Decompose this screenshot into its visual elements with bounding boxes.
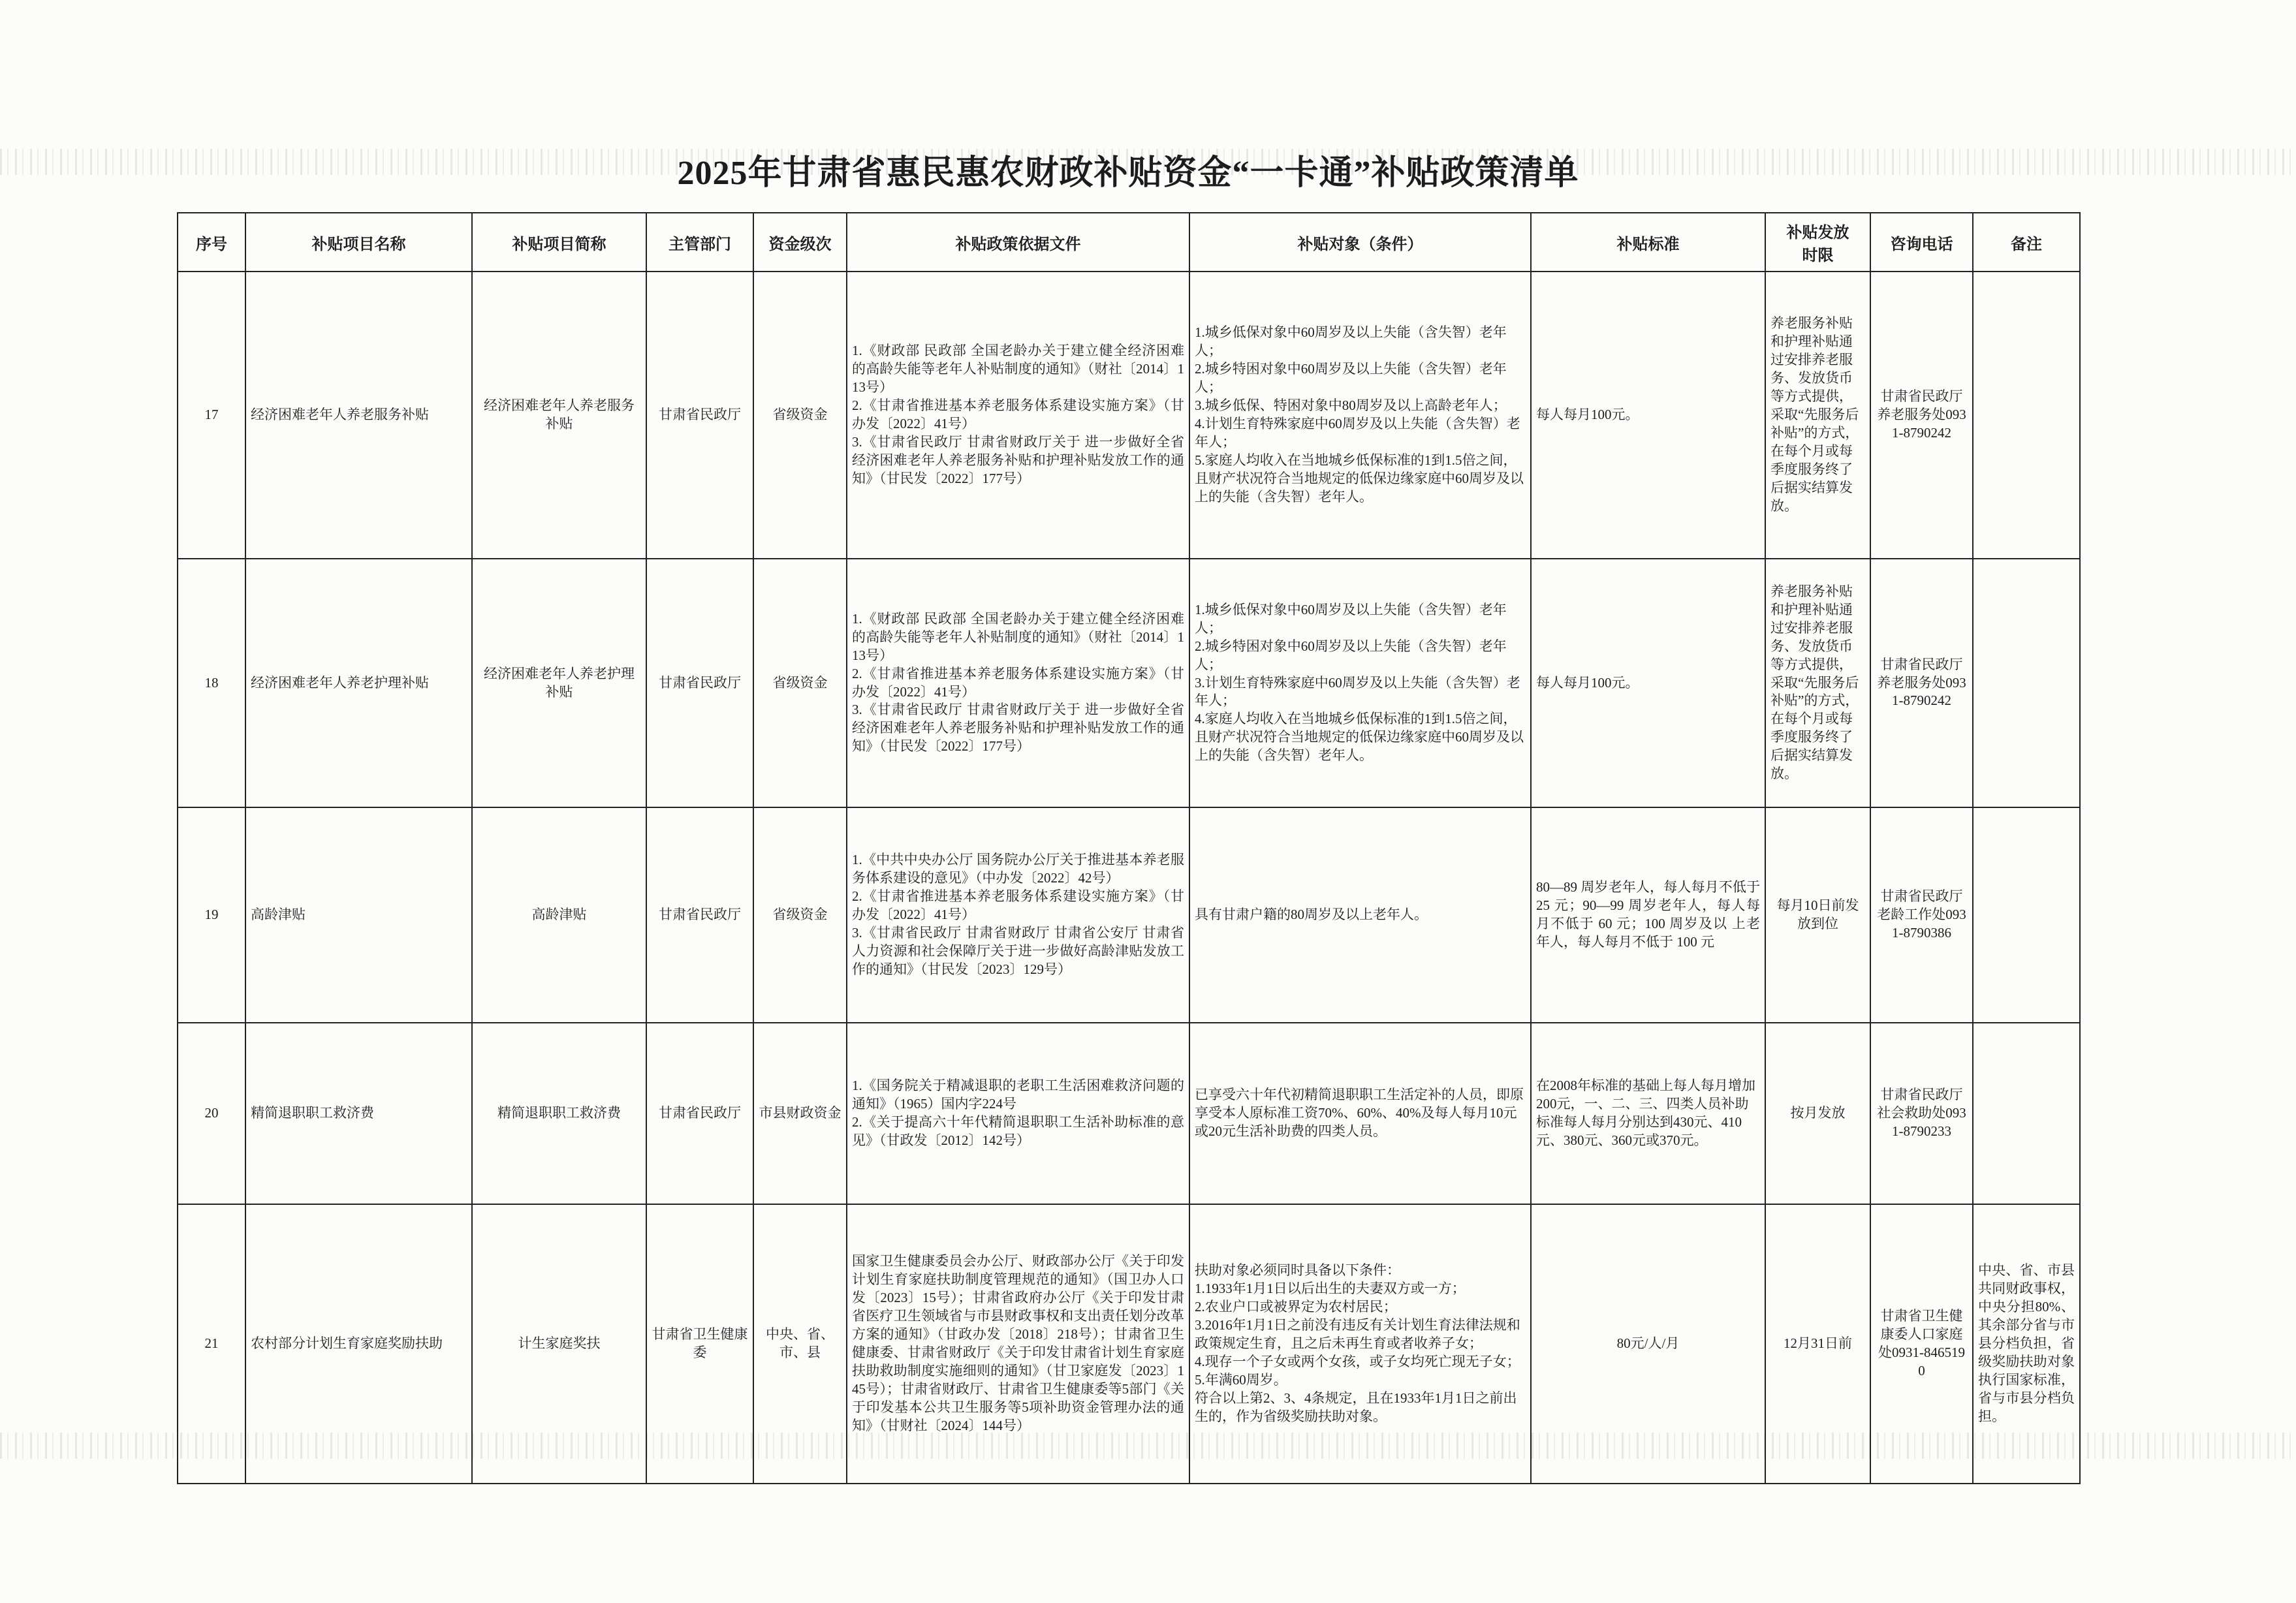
cell-remark bbox=[1973, 807, 2080, 1023]
cell-name: 经济困难老年人养老护理补贴 bbox=[245, 559, 472, 807]
cell-short: 高龄津贴 bbox=[472, 807, 646, 1023]
cell-no: 17 bbox=[178, 272, 245, 559]
cell-remark bbox=[1973, 559, 2080, 807]
cell-dept: 甘肃省卫生健康委 bbox=[646, 1204, 753, 1484]
cell-level: 省级资金 bbox=[753, 807, 847, 1023]
header-name: 补贴项目名称 bbox=[245, 213, 472, 272]
table-row bbox=[178, 272, 2080, 559]
cell-phone: 甘肃省民政厅老龄工作处0931-8790386 bbox=[1870, 807, 1973, 1023]
cell-phone: 甘肃省卫生健康委人口家庭处0931-8465190 bbox=[1870, 1204, 1973, 1484]
cell-target: 具有甘肃户籍的80周岁及以上老年人。 bbox=[1189, 807, 1531, 1023]
cell-basis: 1.《财政部 民政部 全国老龄办关于建立健全经济困难的高龄失能等老年人补贴制度的通知》（财社〔2014〕113号） 2.《甘肃省推进基本养老服务体系建设实施方案》（甘办发〔2022〕41号） 3.《甘肃省民政厅 甘肃省财政厅关于 进一步做好全省经济困难老年人养老服务补贴和护理补贴发放工作的通知》（甘民发〔2022〕177号） bbox=[847, 272, 1189, 559]
header-remark: 备注 bbox=[1973, 213, 2080, 272]
cell-standard: 80—89 周岁老年人，每人每月不低于 25 元；90—99 周岁老年人，每人每月不低于 60 元；100 周岁及以 上老年人，每人每月不低于 100 元 bbox=[1531, 807, 1765, 1023]
cell-short: 计生家庭奖扶 bbox=[472, 1204, 646, 1484]
table-row bbox=[178, 1023, 2080, 1204]
header-no: 序号 bbox=[178, 213, 245, 272]
cell-basis: 国家卫生健康委员会办公厅、财政部办公厅《关于印发计划生育家庭扶助制度管理规范的通知》（国卫办人口发〔2023〕15号）；甘肃省政府办公厅《关于印发甘肃省医疗卫生领域省与市县财政事权和支出责任划分改革方案的通知》（甘政办发〔2018〕218号）；甘肃省卫生健康委、甘肃省财政厅《关于印发甘肃省计划生育家庭扶助救助制度实施细则的通知》（甘卫家庭发〔2023〕145号）；甘肃省财政厅、甘肃省卫生健康委等5部门《关于印发基本公共卫生服务等5项补助资金管理办法的通知》（甘财社〔2024〕144号） bbox=[847, 1204, 1189, 1484]
cell-short: 经济困难老年人养老服务补贴 bbox=[472, 272, 646, 559]
cell-target: 1.城乡低保对象中60周岁及以上失能（含失智）老年人； 2.城乡特困对象中60周岁及以上失能（含失智）老年人； 3.城乡低保、特困对象中80周岁及以上高龄老年人； 4.计划生育特殊家庭中60周岁及以上失能（含失智）老年人； 5.家庭人均收入在当地城乡低保标准的1到1.5倍之间，且财产状况符合当地规定的低保边缘家庭中60周岁及以上的失能（含失智）老年人。 bbox=[1189, 272, 1531, 559]
cell-short: 精简退职职工救济费 bbox=[472, 1023, 646, 1204]
cell-short: 经济困难老年人养老护理补贴 bbox=[472, 559, 646, 807]
header-dept: 主管部门 bbox=[646, 213, 753, 272]
cell-name: 农村部分计划生育家庭奖励扶助 bbox=[245, 1204, 472, 1484]
cell-level: 省级资金 bbox=[753, 272, 847, 559]
cell-remark: 中央、省、市县共同财政事权，中央分担80%、其余部分省与市县分档负担，省级奖励扶助对象执行国家标准，省与市县分档负担。 bbox=[1973, 1204, 2080, 1484]
cell-no: 20 bbox=[178, 1023, 245, 1204]
cell-name: 精简退职职工救济费 bbox=[245, 1023, 472, 1204]
cell-no: 19 bbox=[178, 807, 245, 1023]
cell-no: 21 bbox=[178, 1204, 245, 1484]
cell-timing: 12月31日前 bbox=[1765, 1204, 1870, 1484]
cell-dept: 甘肃省民政厅 bbox=[646, 272, 753, 559]
cell-timing: 每月10日前发放到位 bbox=[1765, 807, 1870, 1023]
cell-dept: 甘肃省民政厅 bbox=[646, 807, 753, 1023]
cell-dept: 甘肃省民政厅 bbox=[646, 1023, 753, 1204]
cell-standard: 80元/人/月 bbox=[1531, 1204, 1765, 1484]
cell-phone: 甘肃省民政厅养老服务处0931-8790242 bbox=[1870, 272, 1973, 559]
cell-remark bbox=[1973, 272, 2080, 559]
cell-remark bbox=[1973, 1023, 2080, 1204]
table-row bbox=[178, 559, 2080, 807]
cell-target: 已享受六十年代初精简退职职工生活定补的人员，即原享受本人原标准工资70%、60%、40%及每人每月10元或20元生活补助费的四类人员。 bbox=[1189, 1023, 1531, 1204]
table-row bbox=[178, 807, 2080, 1023]
cell-name: 高龄津贴 bbox=[245, 807, 472, 1023]
cell-name: 经济困难老年人养老服务补贴 bbox=[245, 272, 472, 559]
cell-basis: 1.《国务院关于精减退职的老职工生活困难救济问题的通知》（1965）国内字224号 2.《关于提高六十年代精简退职职工生活补助标准的意见》（甘政发〔2012〕142号） bbox=[847, 1023, 1189, 1204]
cell-standard: 每人每月100元。 bbox=[1531, 272, 1765, 559]
table-row bbox=[178, 1204, 2080, 1484]
cell-timing: 养老服务补贴和护理补贴通过安排养老服务、发放货币等方式提供，采取“先服务后补贴”的方式，在每个月或每季度服务终了后据实结算发放。 bbox=[1765, 559, 1870, 807]
cell-timing: 养老服务补贴和护理补贴通过安排养老服务、发放货币等方式提供，采取“先服务后补贴”的方式，在每个月或每季度服务终了后据实结算发放。 bbox=[1765, 272, 1870, 559]
cell-standard: 在2008年标准的基础上每人每月增加200元，一、二、三、四类人员补助标准每人每月分别达到430元、410元、380元、360元或370元。 bbox=[1531, 1023, 1765, 1204]
cell-target: 1.城乡低保对象中60周岁及以上失能（含失智）老年人； 2.城乡特困对象中60周岁及以上失能（含失智）老年人； 3.计划生育特殊家庭中60周岁及以上失能（含失智）老年人； 4.家庭人均收入在当地城乡低保标准的1到1.5倍之间，且财产状况符合当地规定的低保边缘家庭中60周岁及以上的失能（含失智）老年人。 bbox=[1189, 559, 1531, 807]
cell-standard: 每人每月100元。 bbox=[1531, 559, 1765, 807]
header-row bbox=[178, 213, 2080, 272]
header-target: 补贴对象（条件） bbox=[1189, 213, 1531, 272]
cell-basis: 1.《财政部 民政部 全国老龄办关于建立健全经济困难的高龄失能等老年人补贴制度的通知》（财社〔2014〕113号） 2.《甘肃省推进基本养老服务体系建设实施方案》（甘办发〔2022〕41号） 3.《甘肃省民政厅 甘肃省财政厅关于 进一步做好全省经济困难老年人养老服务补贴和护理补贴发放工作的通知》（甘民发〔2022〕177号） bbox=[847, 559, 1189, 807]
cell-level: 省级资金 bbox=[753, 559, 847, 807]
cell-basis: 1.《中共中央办公厅 国务院办公厅关于推进基本养老服务体系建设的意见》（中办发〔2022〕42号） 2.《甘肃省推进基本养老服务体系建设实施方案》（甘办发〔2022〕41号） 3.《甘肃省民政厅 甘肃省财政厅 甘肃省公安厅 甘肃省人力资源和社会保障厅关于进一步做好高龄津贴发放工作的通知》（甘民发〔2023〕129号） bbox=[847, 807, 1189, 1023]
header-basis: 补贴政策依据文件 bbox=[847, 213, 1189, 272]
header-standard: 补贴标准 bbox=[1531, 213, 1765, 272]
policy-table bbox=[177, 212, 2081, 1484]
page-title: 2025年甘肃省惠民惠农财政补贴资金“一卡通”补贴政策清单 bbox=[677, 155, 1579, 192]
header-phone: 咨询电话 bbox=[1870, 213, 1973, 272]
cell-phone: 甘肃省民政厅社会救助处0931-8790233 bbox=[1870, 1023, 1973, 1204]
cell-level: 中央、省、市、县 bbox=[753, 1204, 847, 1484]
header-timing: 补贴发放时限 bbox=[1765, 213, 1870, 272]
cell-target: 扶助对象必须同时具备以下条件： 1.1933年1月1日以后出生的夫妻双方或一方； 2.农业户口或被界定为农村居民； 3.2016年1月1日之前没有违反有关计划生育法律法规和政策规定生育，且之后未再生育或者收养子女； 4.现存一个子女或两个女孩，或子女均死亡现无子女； 5.年满60周岁。 符合以上第2、3、4条规定，且在1933年1月1日之前出生的，作为省级奖励扶助对象。 bbox=[1189, 1204, 1531, 1484]
cell-level: 市县财政资金 bbox=[753, 1023, 847, 1204]
header-short: 补贴项目简称 bbox=[472, 213, 646, 272]
cell-dept: 甘肃省民政厅 bbox=[646, 559, 753, 807]
header-level: 资金级次 bbox=[753, 213, 847, 272]
cell-no: 18 bbox=[178, 559, 245, 807]
cell-timing: 按月发放 bbox=[1765, 1023, 1870, 1204]
cell-phone: 甘肃省民政厅养老服务处0931-8790242 bbox=[1870, 559, 1973, 807]
